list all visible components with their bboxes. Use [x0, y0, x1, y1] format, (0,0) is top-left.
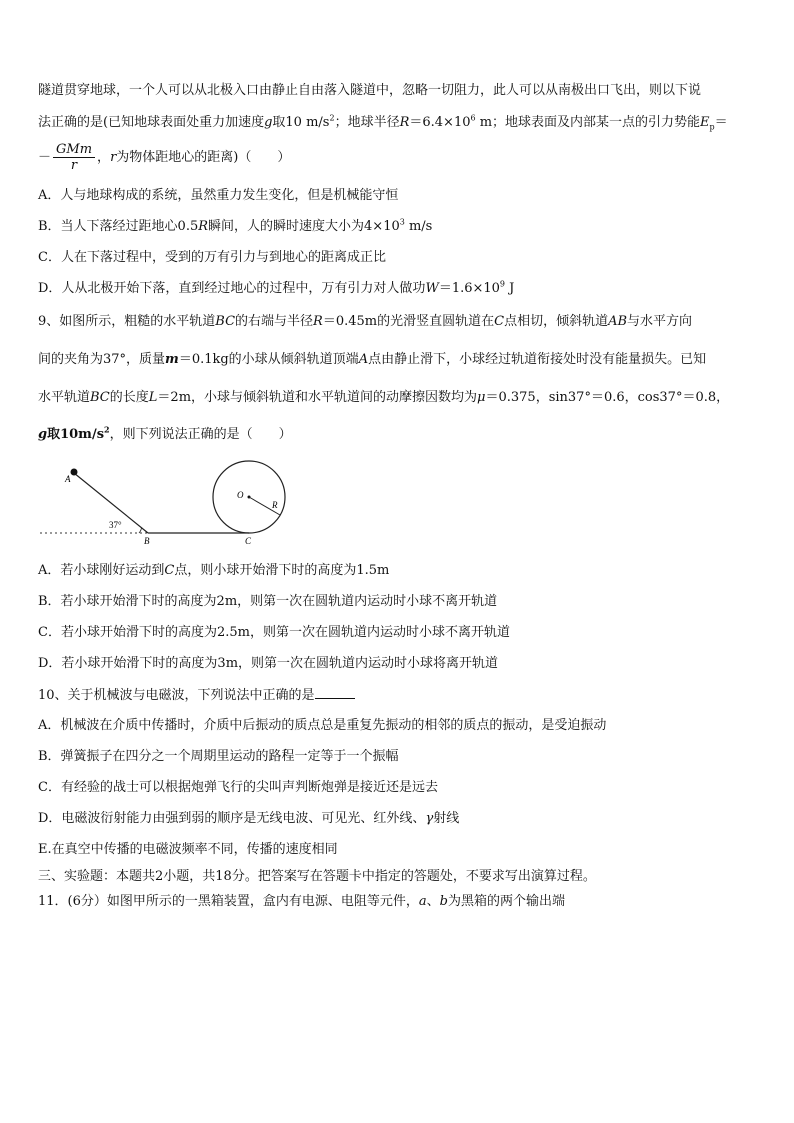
- q9-stem-line-4: g取$10m/s^2$，则下列说法正确的是（ ）: [38, 424, 292, 442]
- q10-option-d: D．电磁波衍射能力由强到弱的顺序是无线电波、可见光、红外线、γ射线: [38, 811, 460, 826]
- label-r: R: [272, 500, 278, 510]
- label-c: C: [245, 536, 252, 546]
- q8-option-c: C．人在下落过程中，受到的万有引力与到地心的距离成正比: [38, 250, 386, 265]
- q10-option-b: B．弹簧振子在四分之一个周期里运动的路程一定等于一个振幅: [38, 749, 399, 764]
- q9-stem-line-3: 水平轨道BC的长度L＝2m，小球与倾斜轨道和水平轨道间的动摩擦因数均为μ＝0.375，sin37°＝0.6，cos37°＝0.8，: [38, 390, 730, 405]
- q9-stem-line-2: 间的夹角为37°，质量m＝0.1kg的小球从倾斜轨道顶端A点由静止滑下，小球经过轨道衔接处时没有能量损失。已知: [38, 352, 707, 367]
- potential-fraction: $\frac{\text{GMm}}{r}$: [53, 142, 95, 173]
- q10-option-e: E.在真空中传播的电磁波频率不同，传播的速度相同: [38, 842, 338, 857]
- label-b: B: [144, 536, 150, 546]
- track-diagram: [38, 460, 298, 550]
- q9-stem-line-1: 9、如图所示，粗糙的水平轨道BC的右端与半径R＝0.45m的光滑竖直圆轨道在C点相切，倾斜轨道AB与水平方向: [38, 314, 693, 329]
- q8-option-d: D．人从北极开始下落，直到经过地心的过程中，万有引力对人做功$W=1.6\times 10^9$ J: [38, 279, 515, 296]
- q8-option-a: A．人与地球构成的系统，虽然重力发生变化，但是机械能守恒: [38, 188, 399, 203]
- ball-icon: [71, 469, 78, 476]
- q8-option-b: B．当人下落经过距地心0.5R瞬间，人的瞬时速度大小为$4\times 10^3$ m/s: [38, 217, 433, 234]
- q9-option-d: D．若小球开始滑下时的高度为3m，则第一次在圆轨道内运动时小球将离开轨道: [38, 656, 499, 671]
- label-a: A: [65, 474, 71, 484]
- q9-option-a: A．若小球刚好运动到C点，则小球开始滑下时的高度为1.5m: [38, 563, 390, 578]
- q9-option-c: C．若小球开始滑下时的高度为2.5m，则第一次在圆轨道内运动时小球不离开轨道: [38, 625, 510, 640]
- q10-option-c: C．有经验的战士可以根据炮弹飞行的尖叫声判断炮弹是接近还是远去: [38, 780, 438, 795]
- q8-stem-line-1: 隧道贯穿地球，一个人可以从北极入口由静止自由落入隧道中，忽略一切阻力，此人可以从南极出口飞出，则以下说: [38, 83, 702, 98]
- angle-arc: [139, 527, 142, 533]
- label-o: O: [237, 490, 244, 500]
- section-3-heading: 三、实验题：本题共2小题，共18分。把答案写在答题卡中指定的答题处，不要求写出演算过程。: [38, 869, 596, 884]
- q9-option-b: B．若小球开始滑下时的高度为2m，则第一次在圆轨道内运动时小球不离开轨道: [38, 594, 498, 609]
- q11-stem: 11．(6分）如图甲所示的一黑箱装置，盒内有电源、电阻等元件，a、b为黑箱的两个输出端: [38, 894, 566, 909]
- answer-blank: [315, 686, 355, 699]
- q8-stem-line-2: 法正确的是(已知地球表面处重力加速度g取10 $m/s^2$；地球半径$R=6.4\times 10^6$ m；地球表面及内部某一点的引力势能$E_p=$: [38, 113, 728, 132]
- angle-label: 37°: [109, 520, 122, 530]
- q8-stem-line-3: － $\frac{\text{GMm}}{r}$ ，r为物体距地心的距离)（ ）: [38, 142, 291, 173]
- q10-stem: 10、关于机械波与电磁波，下列说法中正确的是: [38, 686, 756, 705]
- q10-option-a: A．机械波在介质中传播时，介质中后振动的质点总是重复先振动的相邻的质点的振动，是受迫振动: [38, 718, 607, 733]
